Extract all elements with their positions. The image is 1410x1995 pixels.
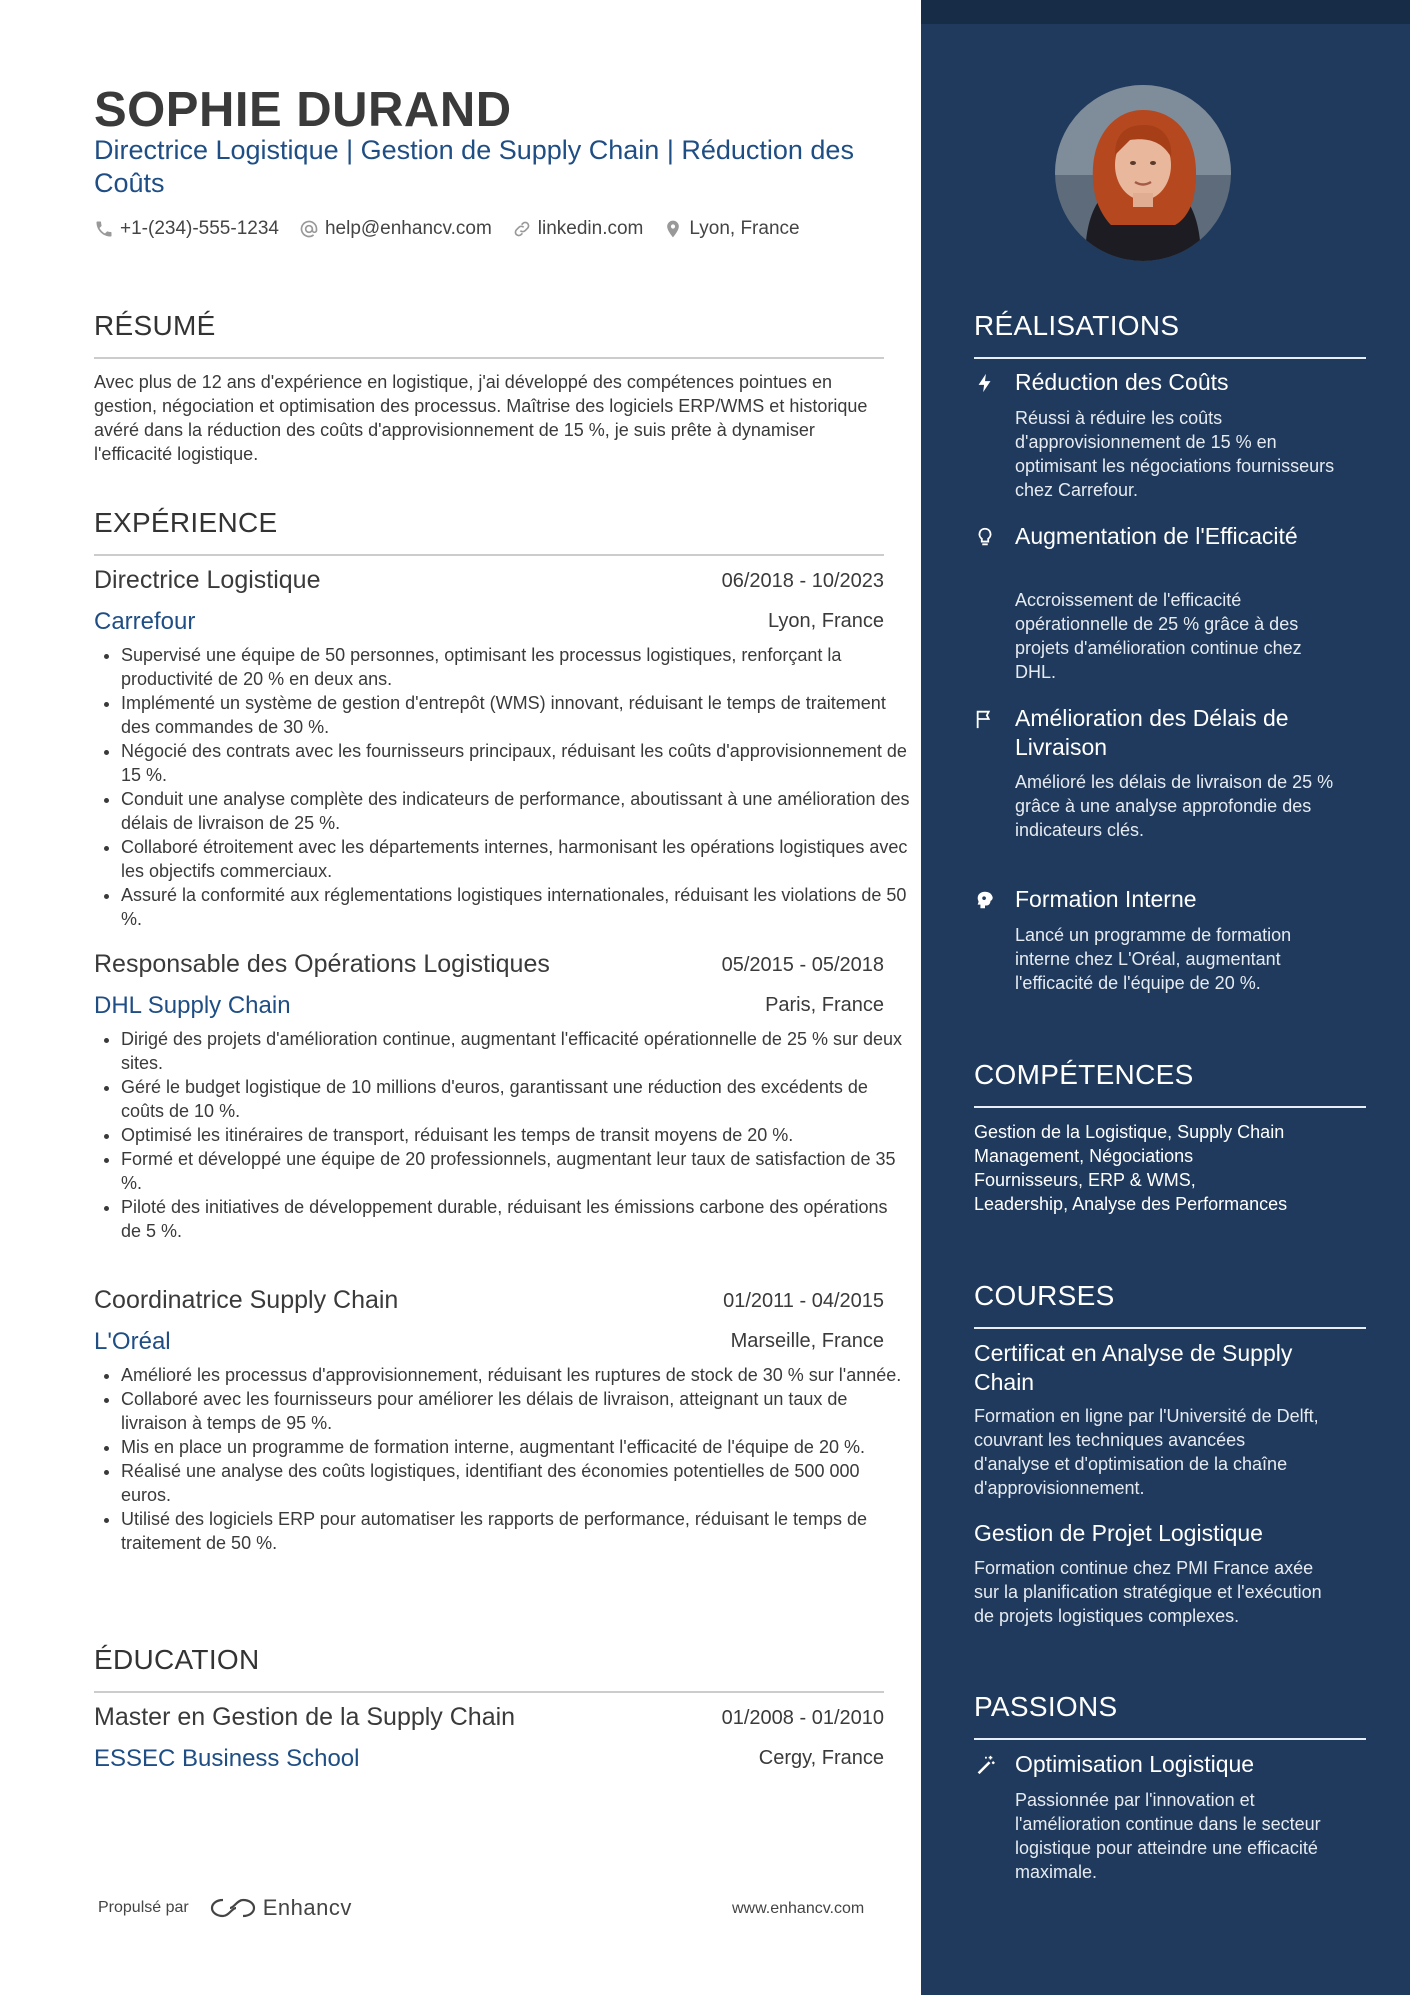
footer-url[interactable]: www.enhancv.com — [732, 1900, 865, 1917]
footer-branding — [98, 1895, 352, 1921]
link-icon — [512, 219, 532, 239]
achievement-text: Amélioré les délais de livraison de 25 % grâce à une analyse approfondie des indicateurs clés. — [1015, 772, 1334, 840]
education-heading: ÉDUCATION — [94, 1644, 260, 1675]
bullet-item: • Assuré la conformité aux réglementations logistiques internationales, réduisant les violations de 50 %. — [121, 883, 911, 931]
course-text: Formation continue chez PMI France axée sur la planification stratégique et l'exécution de projets logistiques complexes. — [974, 1558, 1322, 1626]
location-text: Lyon, France — [689, 218, 800, 239]
passion-text: Passionnée par l'innovation et l'amélioration continue dans le secteur logistique pour atteindre une efficacité maximale. — [1015, 1790, 1321, 1882]
education-dates: 01/2008 - 01/2010 — [721, 1707, 884, 1729]
course-text: Formation en ligne par l'Université de Delft, couvrant les techniques avancées d'analyse et d'optimisation de la chaîne d'approvisionnement. — [974, 1406, 1319, 1498]
bullet-item: • Utilisé des logiciels ERP pour automatiser les rapports de performance, réduisant le temps de traitement de 50 %. — [121, 1507, 911, 1555]
contact-phone[interactable] — [94, 218, 279, 240]
magic-wand-icon — [974, 1754, 996, 1776]
bullet-item: • Dirigé des projets d'amélioration continue, augmentant l'efficacité opérationnelle de 25 % sur deux sites. — [121, 1027, 911, 1075]
candidate-name: SOPHIE DURAND — [94, 83, 512, 137]
bullet-item: • Conduit une analyse complète des indicateurs de performance, aboutissant à une amélioration des délais de livraison de 25 %. — [121, 787, 911, 835]
job-role: Coordinatrice Supply Chain — [94, 1286, 399, 1314]
course-title: Gestion de Projet Logistique — [974, 1520, 1263, 1546]
job-role: Responsable des Opérations Logistiques — [94, 950, 550, 978]
job-role: Directrice Logistique — [94, 566, 321, 594]
job-dates: 05/2015 - 05/2018 — [721, 954, 884, 976]
at-icon — [299, 219, 319, 239]
skills-heading: COMPÉTENCES — [974, 1059, 1194, 1090]
contact-email[interactable] — [299, 218, 492, 240]
bullet-item: • Réalisé une analyse des coûts logistiques, identifiant des économies potentielles de 500 000 euros. — [121, 1459, 911, 1507]
sidebar — [921, 0, 1410, 1995]
email-text: help@enhancv.com — [324, 218, 492, 239]
achievement-title: Amélioration des Délais de Livraison — [1015, 705, 1289, 760]
job-location: Marseille, France — [730, 1330, 884, 1352]
bullet-item: • Formé et développé une équipe de 20 professionnels, augmentant leur taux de satisfaction de 35 %. — [121, 1147, 911, 1195]
achievements-heading: RÉALISATIONS — [974, 310, 1180, 341]
education-divider — [94, 1691, 884, 1693]
bullet-item: • Collaboré avec les fournisseurs pour améliorer les délais de livraison, atteignant un taux de livraison à temps de 95 %. — [121, 1387, 911, 1435]
bullet-item: • Amélioré les processus d'approvisionnement, réduisant les ruptures de stock de 30 % sur l'année. — [121, 1363, 911, 1387]
courses-heading: COURSES — [974, 1280, 1115, 1311]
passions-divider — [974, 1738, 1366, 1740]
skills-text: Gestion de la Logistique, Supply Chain Management, Négociations Fournisseurs, ERP & WMS, Leadership, Analyse des Performances — [974, 1122, 1288, 1214]
contact-bar — [94, 218, 820, 240]
linkedin-text: linkedin.com — [537, 218, 644, 239]
bullet-item: • Implémenté un système de gestion d'entrepôt (WMS) innovant, réduisant le temps de traitement des commandes de 30 %. — [121, 691, 911, 739]
bullet-item: • Collaboré étroitement avec les départements internes, harmonisant les opérations logistiques avec les objectifs commerciaux. — [121, 835, 911, 883]
contact-location — [663, 218, 799, 240]
achievement-text: Lancé un programme de formation interne chez L'Oréal, augmentant l'efficacité de l'équipe de 20 %. — [1015, 925, 1292, 993]
experience-divider — [94, 554, 884, 556]
summary-heading: RÉSUMÉ — [94, 310, 216, 341]
course-title: Certificat en Analyse de Supply Chain — [974, 1340, 1293, 1395]
candidate-title: Directrice Logistique | Gestion de Supply Chain | Réduction des Coûts — [94, 135, 854, 198]
bullet-item: • Piloté des initiatives de développement durable, réduisant les émissions carbone des opérations de 5 %. — [121, 1195, 911, 1243]
job-bullets — [94, 643, 911, 931]
bullet-item: • Optimisé les itinéraires de transport, réduisant les temps de transit moyens de 20 %. — [121, 1123, 911, 1147]
bullet-item: • Mis en place un programme de formation interne, augmentant l'efficacité de l'équipe de 20 %. — [121, 1435, 911, 1459]
education-location: Cergy, France — [758, 1747, 884, 1769]
job-dates: 01/2011 - 04/2015 — [723, 1290, 884, 1312]
education-school: ESSEC Business School — [94, 1745, 360, 1772]
job-location: Lyon, France — [768, 610, 884, 632]
phone-text: +1-(234)-555-1234 — [120, 218, 279, 239]
bullet-item: • Négocié des contrats avec les fournisseurs principaux, réduisant les coûts d'approvisionnement de 15 %. — [121, 739, 911, 787]
powered-by-label: Propulsé par — [98, 1899, 189, 1916]
courses-divider — [974, 1327, 1366, 1329]
bullet-item: • Géré le budget logistique de 10 millions d'euros, garantissant une réduction des excédents de coûts de 10 %. — [121, 1075, 911, 1123]
profile-photo — [1055, 85, 1231, 261]
job-location: Paris, France — [765, 994, 884, 1016]
achievement-text: Accroissement de l'efficacité opérationnelle de 25 % grâce à des projets d'amélioration continue chez DHL. — [1015, 590, 1302, 682]
bullet-item: • Supervisé une équipe de 50 personnes, optimisant les processus logistiques, renforçant la productivité de 20 % en deux ans. — [121, 643, 911, 691]
education-degree: Master en Gestion de la Supply Chain — [94, 1703, 516, 1731]
achievement-title: Augmentation de l'Efficacité — [1015, 523, 1298, 549]
enhancv-logo-icon — [209, 1895, 257, 1921]
job-company: Carrefour — [94, 608, 196, 635]
job-dates: 06/2018 - 10/2023 — [721, 570, 884, 592]
flag-icon — [974, 708, 996, 730]
phone-icon — [94, 219, 114, 239]
skills-divider — [974, 1106, 1366, 1108]
sidebar-top-band — [921, 0, 1410, 24]
summary-text: Avec plus de 12 ans d'expérience en logistique, j'ai développé des compétences pointues en gestion, négociation et optimisation des processus. Maîtrise des logiciels ERP/WMS et historique avéré dans la réduction des coûts d'approvisionnement de 15 %, je suis prête à dynamiser l'efficacité logistique. — [94, 372, 868, 464]
lightbulb-icon — [974, 526, 996, 548]
bolt-icon — [974, 372, 996, 394]
job-company: DHL Supply Chain — [94, 992, 291, 1019]
brand-name: Enhancv — [262, 1895, 352, 1920]
passions-heading: PASSIONS — [974, 1691, 1118, 1722]
experience-heading: EXPÉRIENCE — [94, 507, 278, 538]
job-company: L'Oréal — [94, 1328, 171, 1355]
passion-title: Optimisation Logistique — [1015, 1751, 1255, 1777]
location-pin-icon — [663, 219, 683, 239]
achievement-title: Réduction des Coûts — [1015, 369, 1229, 395]
achievement-title: Formation Interne — [1015, 886, 1197, 912]
job-bullets — [94, 1027, 911, 1243]
brain-icon — [974, 889, 996, 911]
summary-divider — [94, 357, 884, 359]
job-bullets — [94, 1363, 911, 1555]
contact-linkedin[interactable] — [512, 218, 644, 240]
achievement-text: Réussi à réduire les coûts d'approvisionnement de 15 % en optimisant les négociations fournisseurs chez Carrefour. — [1015, 408, 1335, 500]
achievements-divider — [974, 357, 1366, 359]
